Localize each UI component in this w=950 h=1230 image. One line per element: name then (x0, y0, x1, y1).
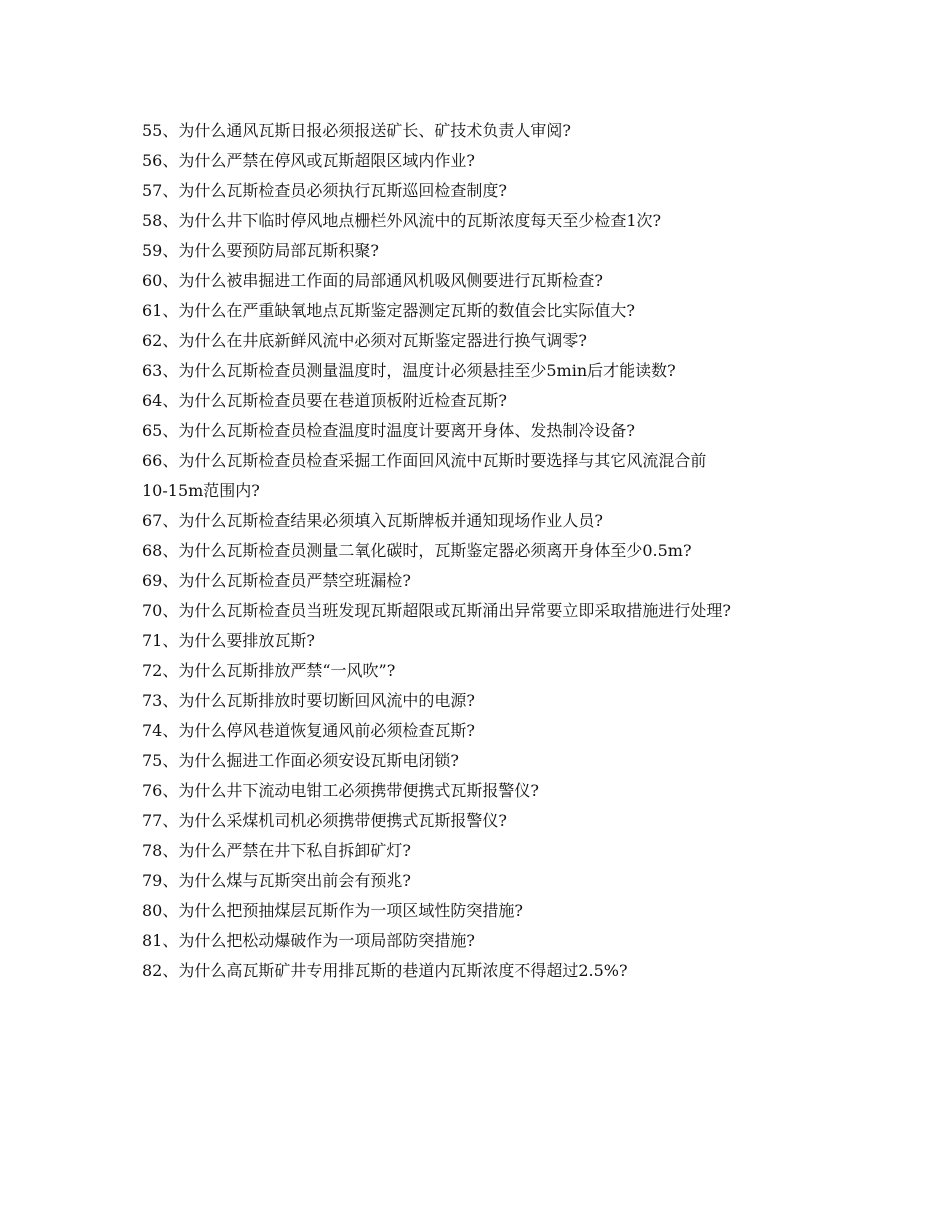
question-61: 61、为什么在严重缺氧地点瓦斯鉴定器测定瓦斯的数值会比实际值大? (142, 301, 635, 320)
question-58: 58、为什么井下临时停风地点栅栏外风流中的瓦斯浓度每天至少检查1次? (142, 211, 662, 230)
question-65: 65、为什么瓦斯检查员检查温度时温度计要离开身体、发热制冷设备? (142, 421, 635, 440)
question-56: 56、为什么严禁在停风或瓦斯超限区域内作业? (142, 151, 475, 170)
question-66 (142, 446, 842, 506)
question-70: 70、为什么瓦斯检查员当班发现瓦斯超限或瓦斯涌出异常要立即采取措施进行处理? (142, 601, 731, 620)
question-59: 59、为什么要预防局部瓦斯积聚? (142, 241, 379, 260)
question-81: 81、为什么把松动爆破作为一项局部防突措施? (142, 931, 475, 950)
question-68: 68、为什么瓦斯检查员测量二氧化碳时，瓦斯鉴定器必须离开身体至少0.5m? (142, 541, 692, 560)
question-list (142, 116, 842, 986)
question-62: 62、为什么在井底新鲜风流中必须对瓦斯鉴定器进行换气调零? (142, 331, 587, 350)
question-74: 74、为什么停风巷道恢复通风前必须检查瓦斯? (142, 721, 475, 740)
question-63: 63、为什么瓦斯检查员测量温度时，温度计必须悬挂至少5min后才能读数? (142, 361, 676, 380)
question-57: 57、为什么瓦斯检查员必须执行瓦斯巡回检查制度? (142, 181, 507, 200)
question-79: 79、为什么煤与瓦斯突出前会有预兆? (142, 871, 411, 890)
question-60: 60、为什么被串掘进工作面的局部通风机吸风侧要进行瓦斯检查? (142, 271, 603, 290)
question-71: 71、为什么要排放瓦斯? (142, 631, 315, 650)
question-73: 73、为什么瓦斯排放时要切断回风流中的电源? (142, 691, 475, 710)
question-67: 67、为什么瓦斯检查结果必须填入瓦斯牌板并通知现场作业人员? (142, 511, 603, 530)
question-77: 77、为什么采煤机司机必须携带便携式瓦斯报警仪? (142, 811, 507, 830)
question-80: 80、为什么把预抽煤层瓦斯作为一项区域性防突措施? (142, 901, 523, 920)
question-76: 76、为什么井下流动电钳工必须携带便携式瓦斯报警仪? (142, 781, 539, 800)
question-66-line-1: 66、为什么瓦斯检查员检查采掘工作面回风流中瓦斯时要选择与其它风流混合前 (142, 451, 707, 470)
question-64: 64、为什么瓦斯检查员要在巷道顶板附近检查瓦斯? (142, 391, 507, 410)
question-78: 78、为什么严禁在井下私自拆卸矿灯? (142, 841, 411, 860)
question-66-line-2: 10-15m范围内? (142, 481, 260, 500)
question-69: 69、为什么瓦斯检查员严禁空班漏检? (142, 571, 411, 590)
question-82: 82、为什么高瓦斯矿井专用排瓦斯的巷道内瓦斯浓度不得超过2.5%? (142, 961, 628, 980)
question-55: 55、为什么通风瓦斯日报必须报送矿长、矿技术负责人审阅? (142, 121, 571, 140)
question-75: 75、为什么掘进工作面必须安设瓦斯电闭锁? (142, 751, 459, 770)
question-72: 72、为什么瓦斯排放严禁“一风吹”? (142, 661, 396, 680)
